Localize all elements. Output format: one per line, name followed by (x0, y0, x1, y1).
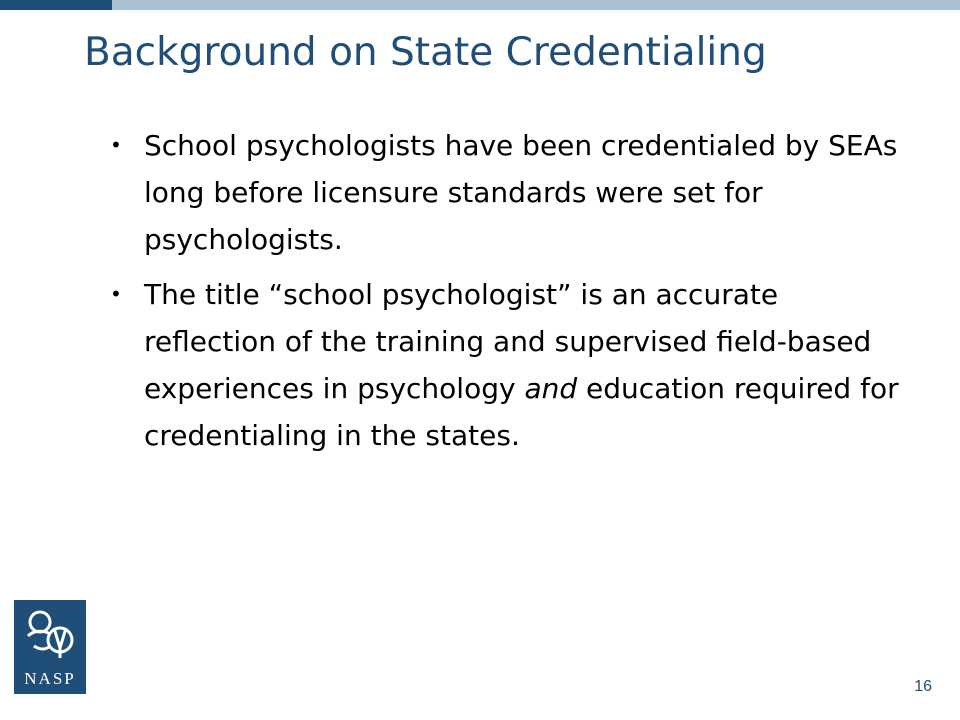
slide-title: Background on State Credentialing (84, 30, 767, 75)
bullet-dot-icon: • (110, 133, 122, 157)
top-accent-bar-dark (0, 0, 112, 10)
nasp-psi-logo-icon (14, 600, 86, 694)
bullet-text-emphasis: and (524, 372, 578, 405)
bullet-text (144, 278, 899, 452)
bullet-text-after: education required for credentialing in the states. (144, 372, 899, 452)
bullet-text: School psychologists have been credentialed by SEAs long before licensure standards were set for psychologists. (144, 129, 898, 256)
page-number: 16 (914, 678, 932, 695)
bullet-item (110, 271, 900, 459)
logo-wordmark: NASP (24, 669, 76, 688)
nasp-logo (14, 600, 86, 694)
top-accent-bar-light (112, 0, 960, 10)
bullet-item (110, 122, 900, 263)
bullet-dot-icon: • (110, 282, 122, 306)
bullet-text-before: The title “school psychologist” is an accurate reflection of the training and supervised field-based experiences in psychology (144, 278, 872, 405)
bullet-list (110, 122, 900, 467)
